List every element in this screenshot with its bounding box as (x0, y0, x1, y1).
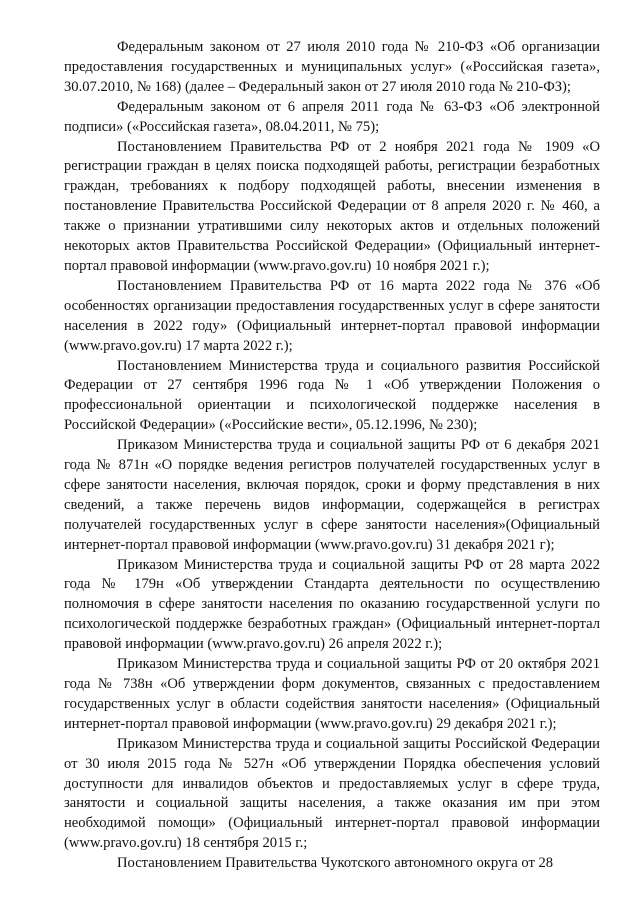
paragraph-order-738n: Приказом Министерства труда и социальной защиты РФ от 20 октября 2021 года № 738н «Об утверждении форм документов, связанных с предоставлением государственных услуг в области содействия занятости населения» (Официальный интернет-портал правовой информации (www.pravo.gov.ru) 29 декабря 2021 г.); (64, 656, 600, 732)
paragraph-order-871n: Приказом Министерства труда и социальной защиты РФ от 6 декабря 2021 года № 871н «О порядке ведения регистров получателей государственных услуг в сфере занятости населения, включая порядок, сроки и форму представления в них сведений, а также перечень видов информации, содержащейся в регистрах получателей государственных услуг в сфере занятости населения»(Официальный интернет-портал правовой информации (www.pravo.gov.ru) 31 декабря 2021 г); (64, 437, 600, 553)
paragraph-order-527n: Приказом Министерства труда и социальной защиты Российской Федерации от 30 июля 2015 года № 527н «Об утверждении Порядка обеспечения условий доступности для инвалидов объектов и предоставляемых услуг в сфере труда, занятости и социальной защиты населения, а также оказания им при этом необходимой помощи» (Официальный интернет-портал правовой информации (www.pravo.gov.ru) 18 сентября 2015 г.; (64, 735, 600, 852)
paragraph-resolution-chukotka: Постановлением Правительства Чукотского автономного округа от 28 (117, 855, 554, 872)
paragraph-order-179n: Приказом Министерства труда и социальной защиты РФ от 28 марта 2022 года № 179н «Об утверждении Стандарта деятельности по осуществлению полномочия в сфере занятости населения по оказанию государственной услуги по психологической поддержке безработных граждан» (Официальный интернет-портал правовой информации (www.pravo.gov.ru) 26 апреля 2022 г.); (64, 556, 600, 653)
paragraph-resolution-376: Постановлением Правительства РФ от 16 марта 2022 года № 376 «Об особенностях организации предоставления государственных услуг в сфере занятости населения в 2022 году» (Официальный интернет-портал правовой информации (www.pravo.gov.ru) 17 марта 2022 г.); (64, 277, 600, 354)
paragraph-law-63-fz: Федеральным законом от 6 апреля 2011 года № 63-ФЗ «Об электронной подписи» («Российская газета», 08.04.2011, № 75); (64, 98, 600, 135)
paragraph-resolution-1909: Постановлением Правительства РФ от 2 ноября 2021 года № 1909 «О регистрации граждан в целях поиска подходящей работы, регистрации безработных граждан, требованиях к подбору подходящей работы, внесении изменения в постановление Правительства Российской Федерации от 8 апреля 2020 г. № 460, а также о признании утратившими силу некоторых актов и отдельных положений некоторых актов Правительства Российской Федерации» (Официальный интернет-портал правовой информации (www.pravo.gov.ru) 10 ноября 2021 г.); (64, 138, 600, 274)
document-page (64, 38, 600, 874)
paragraph-law-210-fz: Федеральным законом от 27 июля 2010 года № 210-ФЗ «Об организации предоставления государственных и муниципальных услуг» («Российская газета», 30.07.2010, № 168) (далее – Федеральный закон от 27 июля 2010 года № 210-ФЗ); (64, 39, 600, 95)
paragraph-resolution-mintrud-1: Постановлением Министерства труда и социального развития Российской Федерации от 27 сентября 1996 года № 1 «Об утверждении Положения о профессиональной ориентации и психологической поддержке населения в Российской Федерации» («Российские вести», 05.12.1996, № 230); (64, 357, 600, 434)
